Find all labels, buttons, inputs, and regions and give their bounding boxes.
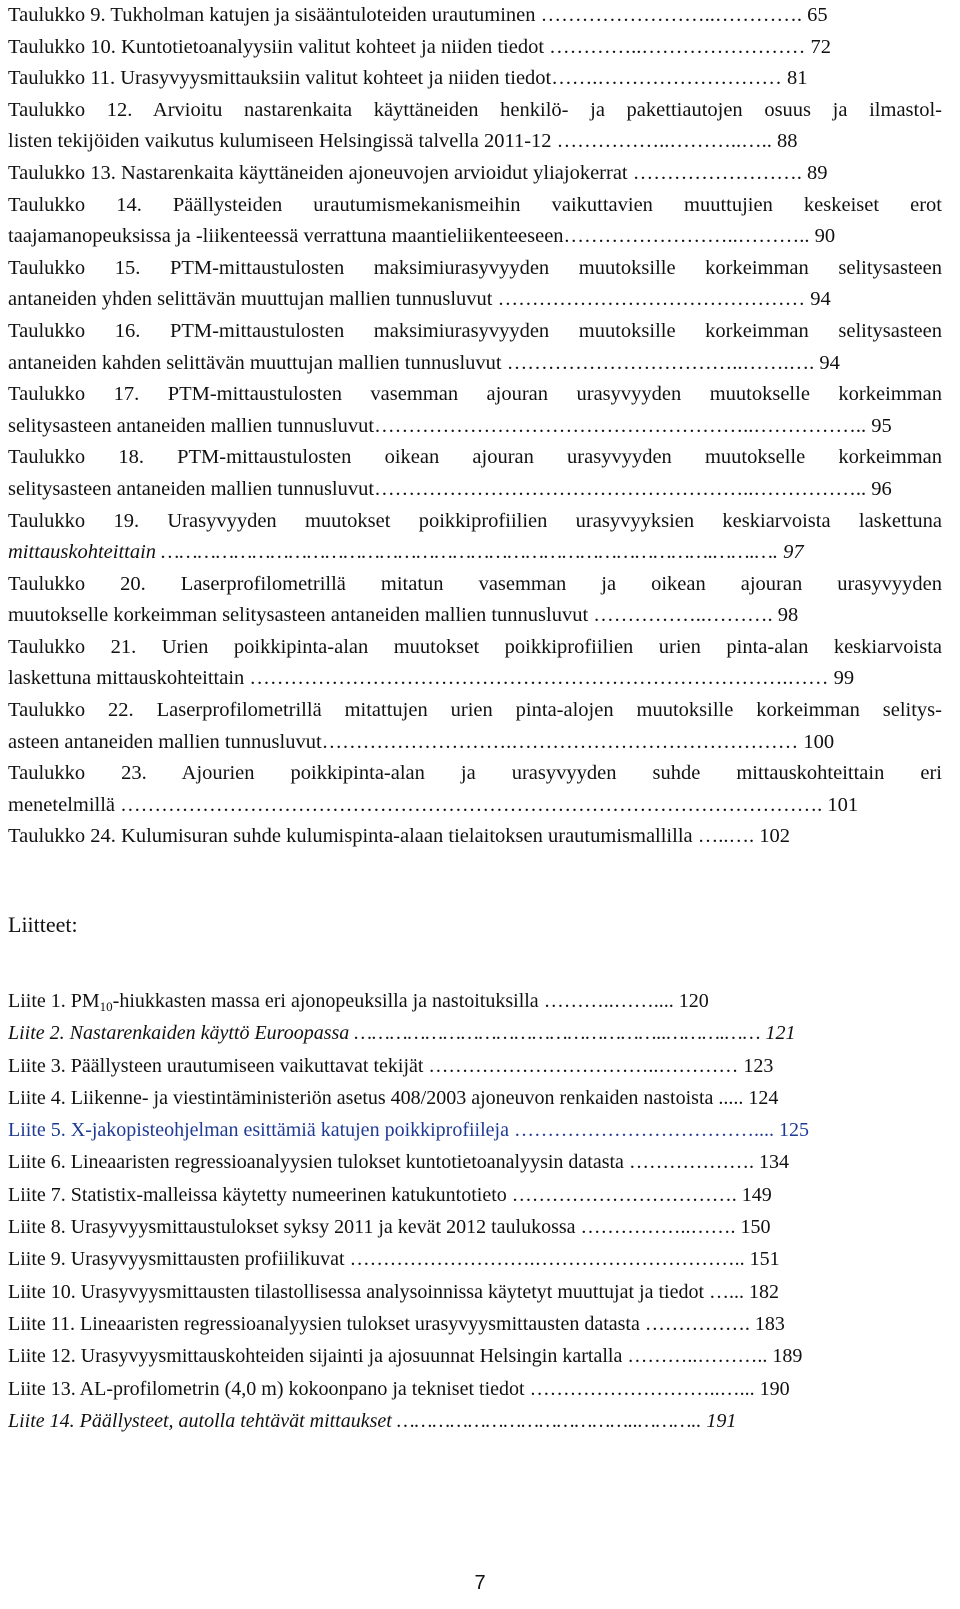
toc-entry-taulukko-20[interactable]: Taulukko 20. Laserprofilometrillä mitatun vasemman ja oikean ajouran urasyvyyden (8, 572, 942, 595)
appendix-list (8, 985, 942, 1437)
toc-entry-liite-14[interactable]: Liite 14. Päällysteet, autolla tehtävät mittaukset …………………………………..……….. 191 (8, 1409, 737, 1432)
toc-entry-taulukko-14-cont[interactable]: taajamanopeuksissa ja -liikenteessä verrattuna maantieliikenteeseen……………………..……….. 90 (8, 225, 836, 248)
appendix-heading: Liitteet: (8, 912, 78, 937)
liite-1-suffix: -hiukkasten massa eri ajonopeuksilla ja nastoituksilla ………..…….... 120 (112, 990, 709, 1012)
toc-entry-taulukko-24[interactable]: Taulukko 24. Kulumisuran suhde kulumispinta-alaan tielaitoksen urautumismallilla …..…. 102 (8, 825, 790, 848)
toc-entry-taulukko-16-cont[interactable]: antaneiden kahden selittävän muuttujan mallien tunnusluvut ……………………………..…….…. 94 (8, 351, 840, 374)
toc-entry-taulukko-11[interactable]: Taulukko 11. Urasyvyysmittauksiin valitut kohteet ja niiden tiedot…….……………………… 81 (8, 67, 808, 90)
toc-entry-taulukko-20-cont[interactable]: muutokselle korkeimman selitysasteen antaneiden mallien tunnusluvut ……………..………. 98 (8, 604, 799, 627)
toc-entry-taulukko-22[interactable]: Taulukko 22. Laserprofilometrillä mitattujen urien pinta-alojen muutoksille korkeimman selitys- (8, 699, 942, 722)
toc-entry-taulukko-12-cont[interactable]: listen tekijöiden vaikutus kulumiseen Helsingissä talvella 2011-12 ……………..………..….. 88 (8, 130, 798, 153)
toc-entry-taulukko-18[interactable]: Taulukko 18. PTM-mittaustulosten oikean ajouran urasyvyyden muutokselle korkeimman (8, 446, 942, 469)
toc-entry-liite-6[interactable]: Liite 6. Lineaaristen regressioanalyysien tulokset kuntotietoanalyysin datasta ………………. 134 (8, 1151, 789, 1174)
toc-entry-taulukko-23-cont[interactable]: menetelmillä …………………………………………………………………………………………. 101 (8, 793, 859, 816)
toc-entry-liite-11[interactable]: Liite 11. Lineaaristen regressioanalyysien tulokset urasyvyysmittausten datasta ……………. 183 (8, 1312, 785, 1335)
toc-entry-taulukko-13[interactable]: Taulukko 13. Nastarenkaita käyttäneiden ajoneuvojen arvioidut yliajokerrat ……………………. 89 (8, 161, 828, 184)
toc-entry-taulukko-17[interactable]: Taulukko 17. PTM-mittaustulosten vasemman ajouran urasyvyyden muutokselle korkeimman (8, 383, 942, 406)
toc-entry-taulukko-19-cont[interactable]: mittauskohteittain ……………………………………………………………………………….…….…. 97 (8, 541, 804, 564)
toc-entry-taulukko-18-cont[interactable]: selitysasteen antaneiden mallien tunnusluvut………………………………………………..…………….. 96 (8, 477, 892, 500)
toc-entry-taulukko-19[interactable]: Taulukko 19. Urasyvyyden muutokset poikkiprofiilien urasyvyyksien keskiarvoista laskettuna (8, 509, 942, 532)
toc-entry-taulukko-17-cont[interactable]: selitysasteen antaneiden mallien tunnusluvut………………………………………………..…………….. 95 (8, 414, 892, 437)
toc-entry-liite-3[interactable]: Liite 3. Päällysteen urautumiseen vaikuttavat tekijät ……………………………..………… 123 (8, 1054, 774, 1077)
liite-1-prefix: Liite 1. PM (8, 990, 100, 1012)
toc-entry-liite-9[interactable]: Liite 9. Urasyvyysmittausten profiilikuvat ……………………….………………………….. 151 (8, 1248, 780, 1271)
toc-entry-taulukko-23[interactable]: Taulukko 23. Ajourien poikkipinta-alan ja urasyvyyden suhde mittauskohteittain eri (8, 762, 942, 785)
toc-entry-taulukko-16[interactable]: Taulukko 16. PTM-mittaustulosten maksimiurasyvyyden muutoksille korkeimman selitysasteen (8, 319, 942, 342)
toc-entry-taulukko-15-cont[interactable]: antaneiden yhden selittävän muuttujan mallien tunnusluvut ……………………………………… 94 (8, 288, 831, 311)
toc-entry-taulukko-21[interactable]: Taulukko 21. Urien poikkipinta-alan muutokset poikkiprofiilien urien pinta-alan keskiarvoista (8, 635, 942, 658)
toc-entry-taulukko-12[interactable]: Taulukko 12. Arvioitu nastarenkaita käyttäneiden henkilö- ja pakettiautojen osuus ja ilmastol- (8, 98, 942, 121)
toc-entry-liite-7[interactable]: Liite 7. Statistix-malleissa käytetty numeerinen katukuntotieto ……………………………. 149 (8, 1183, 772, 1206)
toc-entry-liite-12[interactable]: Liite 12. Urasyvyysmittauskohteiden sijainti ja ajosuunnat Helsingin kartalla ………..……….. 189 (8, 1345, 803, 1368)
table-list (8, 0, 942, 853)
page-number: 7 (474, 1572, 486, 1594)
toc-entry-liite-8[interactable]: Liite 8. Urasyvyysmittaustulokset syksy 2011 ja kevät 2012 taulukossa ……………..……. 150 (8, 1216, 771, 1239)
toc-entry-taulukko-15[interactable]: Taulukko 15. PTM-mittaustulosten maksimiurasyvyyden muutoksille korkeimman selitysasteen (8, 256, 942, 279)
toc-entry-taulukko-10[interactable]: Taulukko 10. Kuntotietoanalyysiin valitut kohteet ja niiden tiedot …………..…………………… 72 (8, 35, 832, 58)
toc-entry-liite-5[interactable]: Liite 5. X-jakopisteohjelman esittämiä katujen poikkiprofiileja ……………………………….... 125 (8, 1119, 809, 1142)
toc-entry-taulukko-21-cont[interactable]: laskettuna mittauskohteittain …………………………………………………………………….…… 99 (8, 667, 855, 690)
toc-entry-taulukko-14[interactable]: Taulukko 14. Päällysteiden urautumismekanismeihin vaikuttavien muuttujien keskeiset erot (8, 193, 942, 216)
liite-1-subscript: 10 (99, 999, 113, 1014)
toc-entry-liite-13[interactable]: Liite 13. AL-profilometrin (4,0 m) kokoonpano ja tekniset tiedot ………………………..…... 190 (8, 1377, 790, 1400)
toc-entry-liite-4[interactable]: Liite 4. Liikenne- ja viestintäministeriön asetus 408/2003 ajoneuvon renkaiden nastoista ..... 124 (8, 1086, 779, 1109)
toc-entry-liite-10[interactable]: Liite 10. Urasyvyysmittausten tilastollisessa analysoinnissa käytetyt muuttujat ja tiedot …... 182 (8, 1280, 780, 1303)
toc-entry-liite-1[interactable] (8, 985, 942, 1017)
toc-entry-liite-2[interactable]: Liite 2. Nastarenkaiden käyttö Euroopassa ……………………………………………..……….…… 121 (8, 1022, 796, 1045)
toc-entry-taulukko-9[interactable]: Taulukko 9. Tukholman katujen ja sisääntuloteiden urautuminen ……………………..…………. 65 (8, 4, 828, 26)
toc-entry-taulukko-22-cont[interactable]: asteen antaneiden mallien tunnusluvut……………………….…………………………………… 100 (8, 730, 835, 753)
